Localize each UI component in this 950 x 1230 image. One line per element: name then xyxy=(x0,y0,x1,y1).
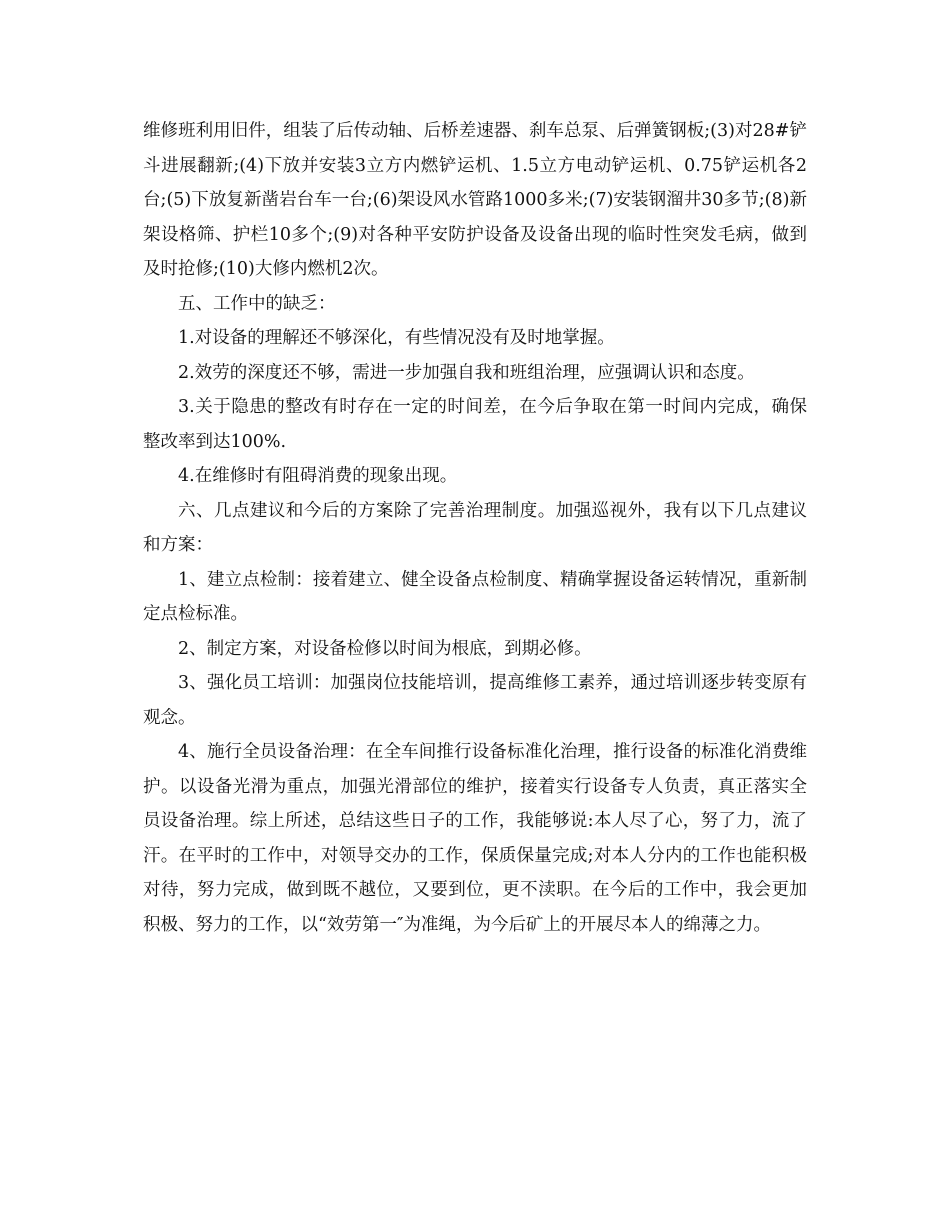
suggestion-item-3: 3、强化员工培训：加强岗位技能培训，提高维修工素养，通过培训逐步转变原有观念。 xyxy=(143,673,807,728)
suggestion-item-2: 2、制定方案，对设备检修以时间为根底，到期必修。 xyxy=(178,638,592,659)
section-heading-suggestions: 六、几点建议和今后的方案除了完善治理制度。加强巡视外，我有以下几点建议和方案： xyxy=(143,500,807,555)
paragraph-maintenance-list: 维修班利用旧件，组装了后传动轴、后桥差速器、刹车总泵、后弹簧钢板;(3)对28#铲斗进展翻新;(4)下放并安装3立方内燃铲运机、1.5立方电动铲运机、0.75铲运机各2台;(5)下放复新凿岩台车一台;(6)架设风水管路1000多米;(7)安装钢溜井30多节;(8)新架设格筛、护栏10多个;(9)对各种平安防护设备及设备出现的临时性突发毛病，做到及时抢修;(10)大修内燃机2次。 xyxy=(143,121,807,279)
shortcoming-item-1: 1.对设备的理解还不够深化，有些情况没有及时地掌握。 xyxy=(178,328,615,348)
shortcoming-item-3: 3.关于隐患的整改有时存在一定的时间差，在今后争取在第一时间内完成，确保整改率到达100%. xyxy=(143,397,807,452)
shortcoming-item-4: 4.在维修时有阻碍消费的现象出现。 xyxy=(178,466,458,486)
document-body xyxy=(143,114,807,942)
section-heading-shortcomings: 五、工作中的缺乏： xyxy=(178,293,336,314)
shortcoming-item-2: 2.效劳的深度还不够，需进一步加强自我和班组治理，应强调认识和态度。 xyxy=(178,362,755,383)
suggestion-item-4-conclusion: 4、施行全员设备治理：在全车间推行设备标准化治理，推行设备的标准化消费维护。以设备光滑为重点，加强光滑部位的维护，接着实行设备专人负责，真正落实全员设备治理。综上所述，总结这些日子的工作，我能够说:本人尽了心，努了力，流了汗。在平时的工作中，对领导交办的工作，保质保量完成;对本人分内的工作也能积极对待，努力完成，做到既不越位，又要到位，更不渎职。在今后的工作中，我会更加积极、努力的工作，以“效劳第一″为准绳，为今后矿上的开展尽本人的绵薄之力。 xyxy=(143,742,807,935)
suggestion-item-1: 1、建立点检制：接着建立、健全设备点检制度、精确掌握设备运转情况，重新制定点检标准。 xyxy=(143,569,807,624)
